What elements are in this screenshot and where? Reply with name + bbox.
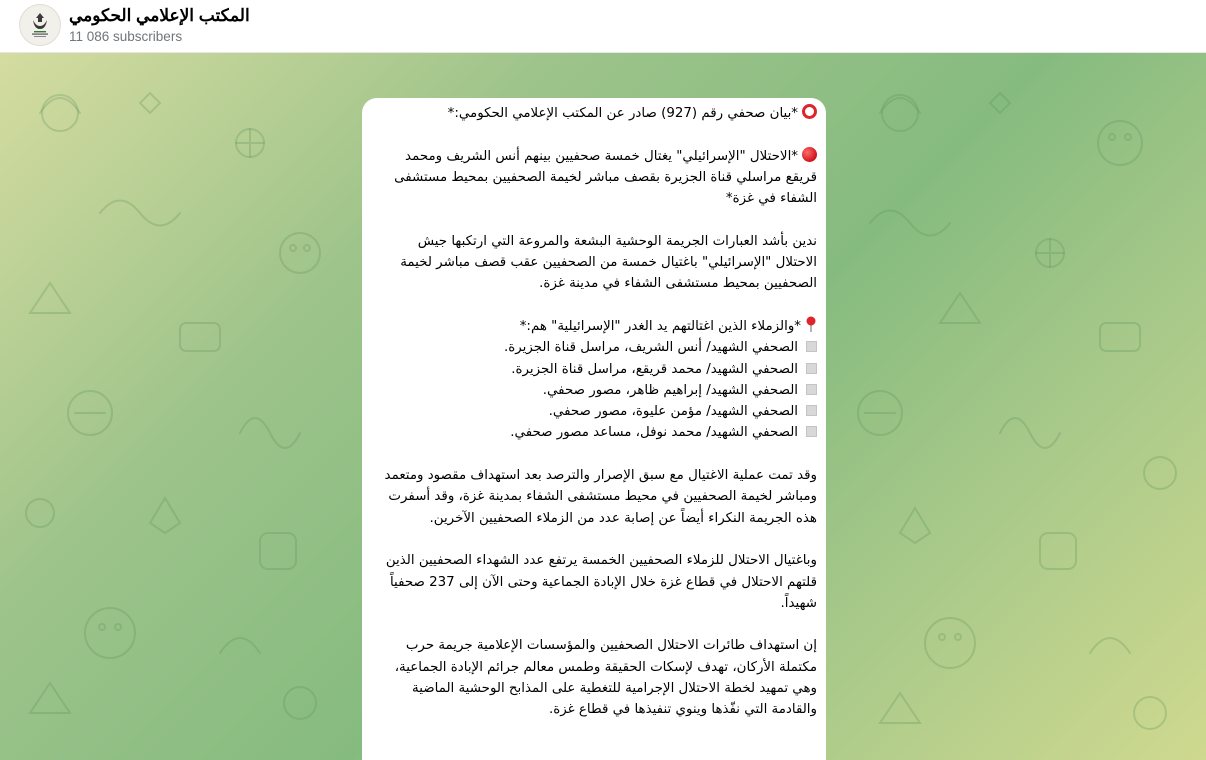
- channel-post[interactable]: [362, 98, 826, 760]
- square-bullet-icon: [806, 426, 817, 437]
- square-bullet-icon: [806, 363, 817, 374]
- list-item: الصحفي الشهيد/ إبراهيم ظاهر، مصور صحفي.: [378, 380, 817, 401]
- list-item: الصحفي الشهيد/ محمد نوفل، مساعد مصور صحفي.: [378, 422, 817, 443]
- list-item: الصحفي الشهيد/ مؤمن عليوة، مصور صحفي.: [378, 401, 817, 422]
- channel-header[interactable]: [0, 0, 1206, 53]
- list-title: *والزملاء الذين اغتالتهم يد الغدر "الإسرائيلية" هم:*: [519, 318, 801, 334]
- square-bullet-icon: [806, 341, 817, 352]
- channel-title[interactable]: المكتب الإعلامي الحكومي: [69, 6, 250, 25]
- red-circle-icon: [802, 147, 817, 162]
- emblem-icon: [25, 10, 55, 40]
- red-ring-icon: [802, 104, 817, 119]
- pin-icon: [805, 316, 817, 332]
- channel-avatar[interactable]: [19, 4, 61, 46]
- square-bullet-icon: [806, 384, 817, 395]
- chat-background: [0, 53, 1206, 760]
- death-count-paragraph: وباغتيال الاحتلال للزملاء الصحفيين الخمسة يرتفع عدد الشهداء الصحفيين الذين قلتهم الاحتلال في قطاع غزة خلال الإبادة الجماعية وحتى الآن إلى 237 صحفياً شهيداً.: [385, 553, 817, 611]
- subscriber-count: 11 086 subscribers: [69, 29, 183, 44]
- statement-headline: *الاحتلال "الإسرائيلي" يغتال خمسة صحفيين بينهم أنس الشريف ومحمد قريقع مراسلي قناة الجزيرة بقصف مباشر لخيمة الصحفيين بمحيط مستشفى الشفاء في غزة*: [394, 148, 817, 207]
- list-item: الصحفي الشهيد/ أنس الشريف، مراسل قناة الجزيرة.: [378, 337, 817, 358]
- war-crime-paragraph: إن استهداف طائرات الاحتلال الصحفيين والمؤسسات الإعلامية جريمة حرب مكتملة الأركان، تهدف لإسكات الحقيقة وطمس معالم جرائم الإبادة الجماعية، وهي تمهيد لخطة الاحتلال الإجرامية للتغطية على المذابح الوحشية الماضية والقادمة التي نفّذها وينوي تنفيذها في قطاع غزة.: [394, 638, 817, 718]
- square-bullet-icon: [806, 405, 817, 416]
- list-item: الصحفي الشهيد/ محمد قريقع، مراسل قناة الجزيرة.: [378, 359, 817, 380]
- condemnation-paragraph: ندين بأشد العبارات الجريمة الوحشية البشعة والمروعة التي ارتكبها جيش الاحتلال "الإسرائيلي" باغتيال خمسة من الصحفيين عقب قصف مباشر لخيمة الصحفيين بمحيط مستشفى الشفاء في مدينة غزة.: [400, 233, 817, 292]
- statement-title: *بيان صحفي رقم (927) صادر عن المكتب الإعلامي الحكومي:*: [447, 106, 798, 121]
- details-paragraph: وقد تمت عملية الاغتيال مع سبق الإصرار والترصد بعد استهداف مقصود ومتعمد ومباشر لخيمة الصحفيين في محيط مستشفى الشفاء بمدينة غزة، وقد أسفرت هذه الجريمة النكراء أيضاً عن إصابة عدد من الزملاء الصحفيين الآخرين.: [384, 468, 817, 526]
